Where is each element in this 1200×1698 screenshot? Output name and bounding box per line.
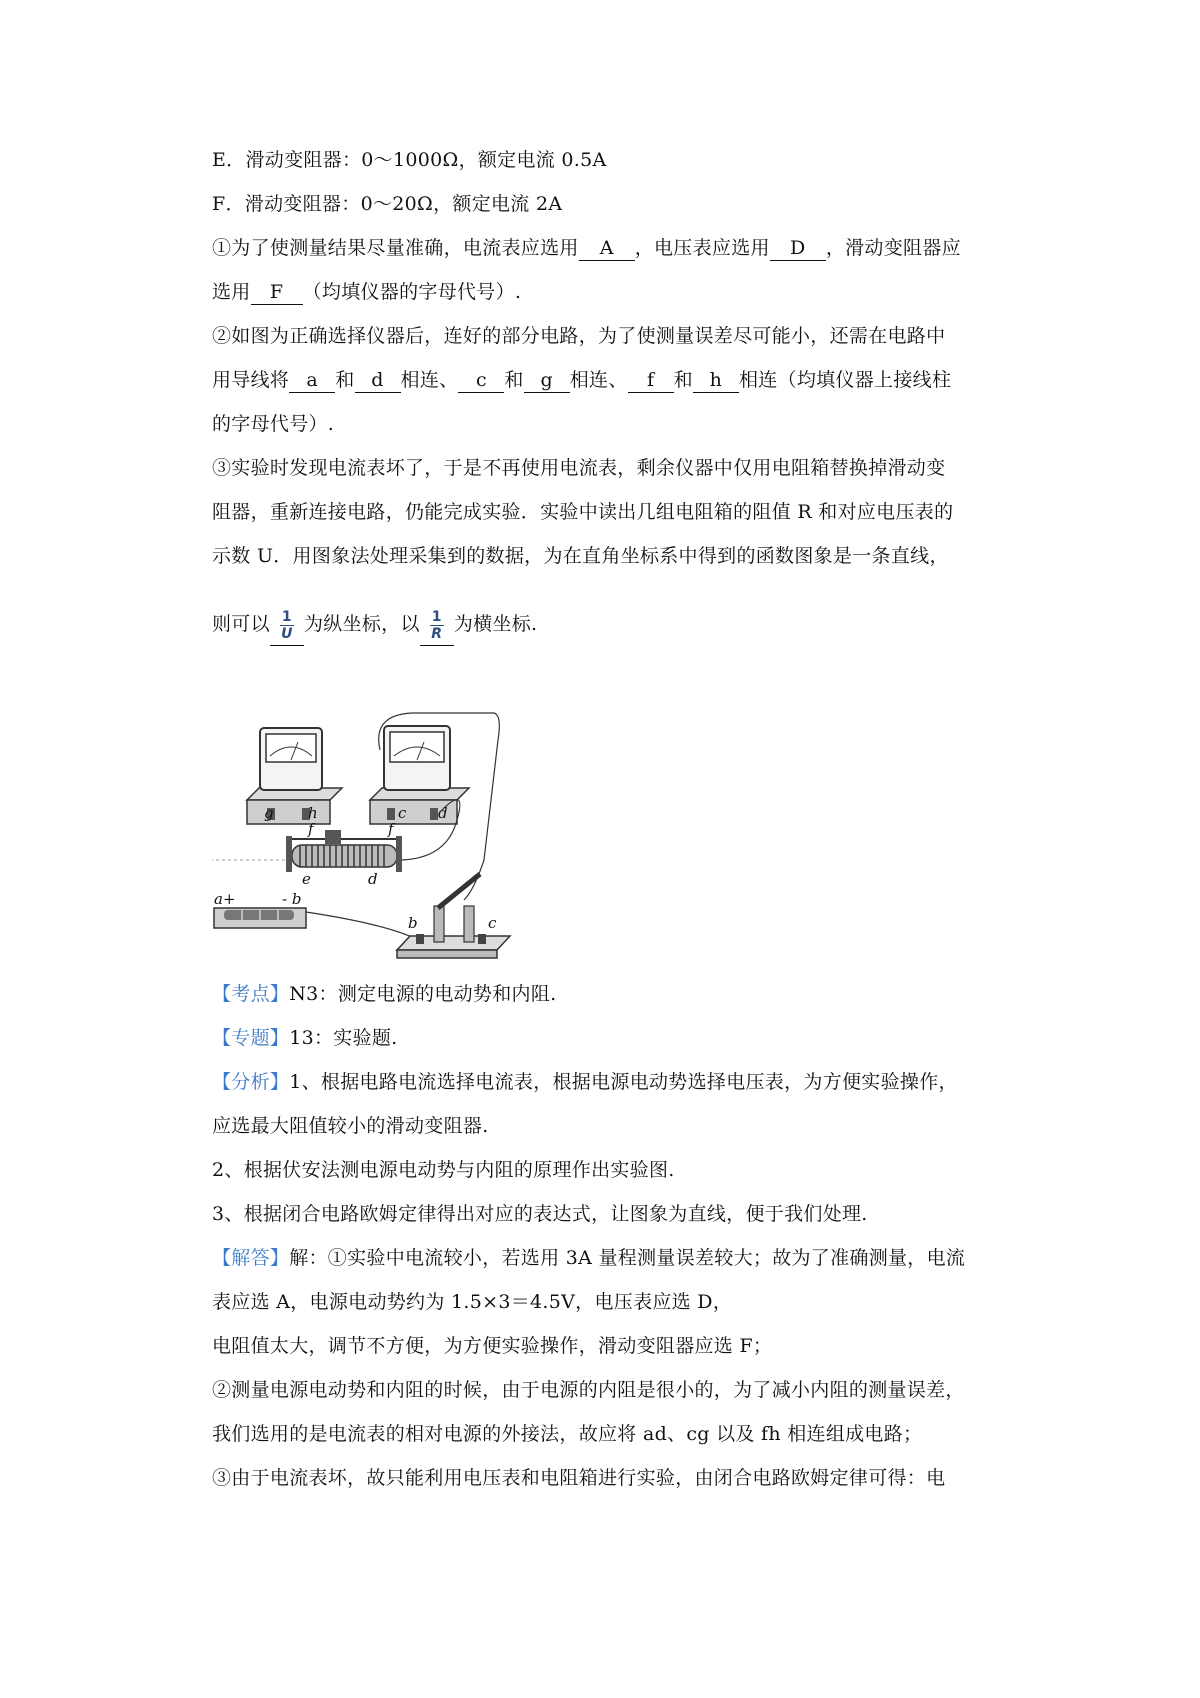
voltmeter [370, 726, 469, 824]
label-d: d [438, 804, 448, 822]
label-c-switch: c [488, 914, 497, 932]
fraction-numerator: 1 [431, 609, 442, 625]
q2-lian-1: 相连、 [400, 369, 459, 391]
q2-and-1: 和 [335, 369, 355, 391]
label-a-plus: a+ [214, 890, 236, 908]
fraction-denominator: R [431, 626, 443, 642]
kaodian-line [212, 980, 556, 1008]
fenxi-line-2: 应选最大阻值较小的滑动变阻器. [212, 1115, 489, 1137]
fenxi-line-1 [212, 1068, 958, 1096]
blank-pair2-a: c [458, 368, 504, 393]
question-2-line-1: ②如图为正确选择仪器后，连好的部分电路，为了使测量误差尽可能小，还需在电路中 [212, 325, 946, 347]
tag-zhuanti: 【专题】 [212, 1027, 290, 1049]
blank-y-axis [270, 605, 304, 646]
option-e: E．滑动变阻器：0～1000Ω，额定电流 0.5A [212, 149, 607, 171]
label-f-right: f [388, 820, 394, 838]
q2-lian-2: 相连、 [569, 369, 628, 391]
question-3-line-1: ③实验时发现电流表坏了，于是不再使用电流表，剩余仪器中仅用电阻箱替换掉滑动变 [212, 457, 946, 479]
battery [214, 908, 306, 928]
blank-pair2-b: g [524, 368, 570, 393]
question-1-line-1 [212, 234, 961, 262]
question-3-line-3: 示数 U．用图象法处理采集到的数据，为在直角坐标系中得到的函数图象是一条直线， [212, 545, 949, 567]
question-2-line-3: 的字母代号）. [212, 413, 335, 435]
blank-pair3-a: f [628, 368, 674, 393]
question-1-line-2 [212, 278, 521, 306]
label-d-rheostat: d [368, 870, 378, 888]
jieda-line-3: 电阻值太大，调节不方便，为方便实验操作，滑动变阻器应选 F； [212, 1335, 773, 1357]
q1-text-d: 选用 [212, 281, 251, 303]
kaodian-text: N3：测定电源的电动势和内阻. [289, 983, 557, 1005]
q3-text-d2: 为纵坐标，以 [303, 613, 420, 635]
q1-text-c: ，滑动变阻器应 [825, 237, 961, 259]
jieda-line-6: ③由于电流表坏，故只能利用电压表和电阻箱进行实验，由闭合电路欧姆定律可得：电 [212, 1467, 946, 1489]
jieda-line-2: 表应选 A，电源电动势约为 1.5×3＝4.5V，电压表应选 D， [212, 1291, 733, 1313]
label-f-left: f [308, 820, 314, 838]
q2-and-3: 和 [673, 369, 693, 391]
ammeter [247, 728, 342, 824]
blank-pair1-b: d [355, 368, 401, 393]
question-2-line-2 [212, 366, 951, 394]
jieda-line-1 [212, 1244, 965, 1272]
question-3-line-2: 阻器，重新连接电路，仍能完成实验．实验中读出几组电阻箱的阻值 R 和对应电压表的 [212, 501, 954, 523]
zhuanti-text: 13：实验题. [289, 1027, 398, 1049]
fraction-denominator: U [281, 626, 293, 642]
label-g: g [264, 804, 274, 822]
fraction-1-over-r [430, 609, 444, 642]
q1-text-b: ，电压表应选用 [634, 237, 770, 259]
q2-end: 相连（均填仪器上接线柱 [738, 369, 952, 391]
tag-fenxi: 【分析】 [212, 1071, 290, 1093]
blank-pair3-b: h [693, 368, 739, 393]
circuit-figure [212, 710, 542, 970]
fenxi-text-1: 1、根据电路电流选择电流表，根据电源电动势选择电压表，为方便实验操作， [289, 1071, 958, 1093]
jieda-line-5: 我们选用的是电流表的相对电源的外接法，故应将 ad、cg 以及 fh 相连组成电路； [212, 1423, 923, 1445]
fenxi-line-4: 3、根据闭合电路欧姆定律得出对应的表达式，让图象为直线，便于我们处理. [212, 1203, 868, 1225]
fraction-numerator: 1 [281, 609, 292, 625]
jieda-line-4: ②测量电源电动势和内阻的时候，由于电源的内阻是很小的，为了减小内阻的测量误差， [212, 1379, 965, 1401]
blank-voltmeter: D [770, 236, 826, 261]
label-b-switch: b [408, 914, 418, 932]
q1-text-e: （均填仪器的字母代号）. [302, 281, 522, 303]
blank-x-axis [420, 605, 454, 646]
q3-text-d3: 为横坐标. [453, 613, 538, 635]
option-f: F．滑动变阻器：0～20Ω，额定电流 2A [212, 193, 563, 215]
q1-text-a: ①为了使测量结果尽量准确，电流表应选用 [212, 237, 579, 259]
jieda-text-1: 解：①实验中电流较小，若选用 3A 量程测量误差较大；故为了准确测量，电流 [289, 1247, 966, 1269]
blank-ammeter: A [579, 236, 635, 261]
rheostat [286, 830, 402, 872]
circuit-illustration [212, 710, 542, 970]
label-b-minus: - b [282, 890, 302, 908]
q3-text-d1: 则可以 [212, 613, 270, 635]
q2-text-b: 用导线将 [212, 369, 290, 391]
q2-and-2: 和 [504, 369, 524, 391]
zhuanti-line [212, 1024, 398, 1052]
label-h: h [308, 804, 318, 822]
blank-rheostat: F [251, 280, 303, 305]
label-c: c [398, 804, 407, 822]
blank-pair1-a: a [289, 368, 335, 393]
fraction-1-over-u [280, 609, 294, 642]
label-e: e [302, 870, 311, 888]
tag-jieda: 【解答】 [212, 1247, 290, 1269]
question-3-line-4 [212, 604, 537, 646]
tag-kaodian: 【考点】 [212, 983, 290, 1005]
fenxi-line-3: 2、根据伏安法测电源电动势与内阻的原理作出实验图. [212, 1159, 675, 1181]
